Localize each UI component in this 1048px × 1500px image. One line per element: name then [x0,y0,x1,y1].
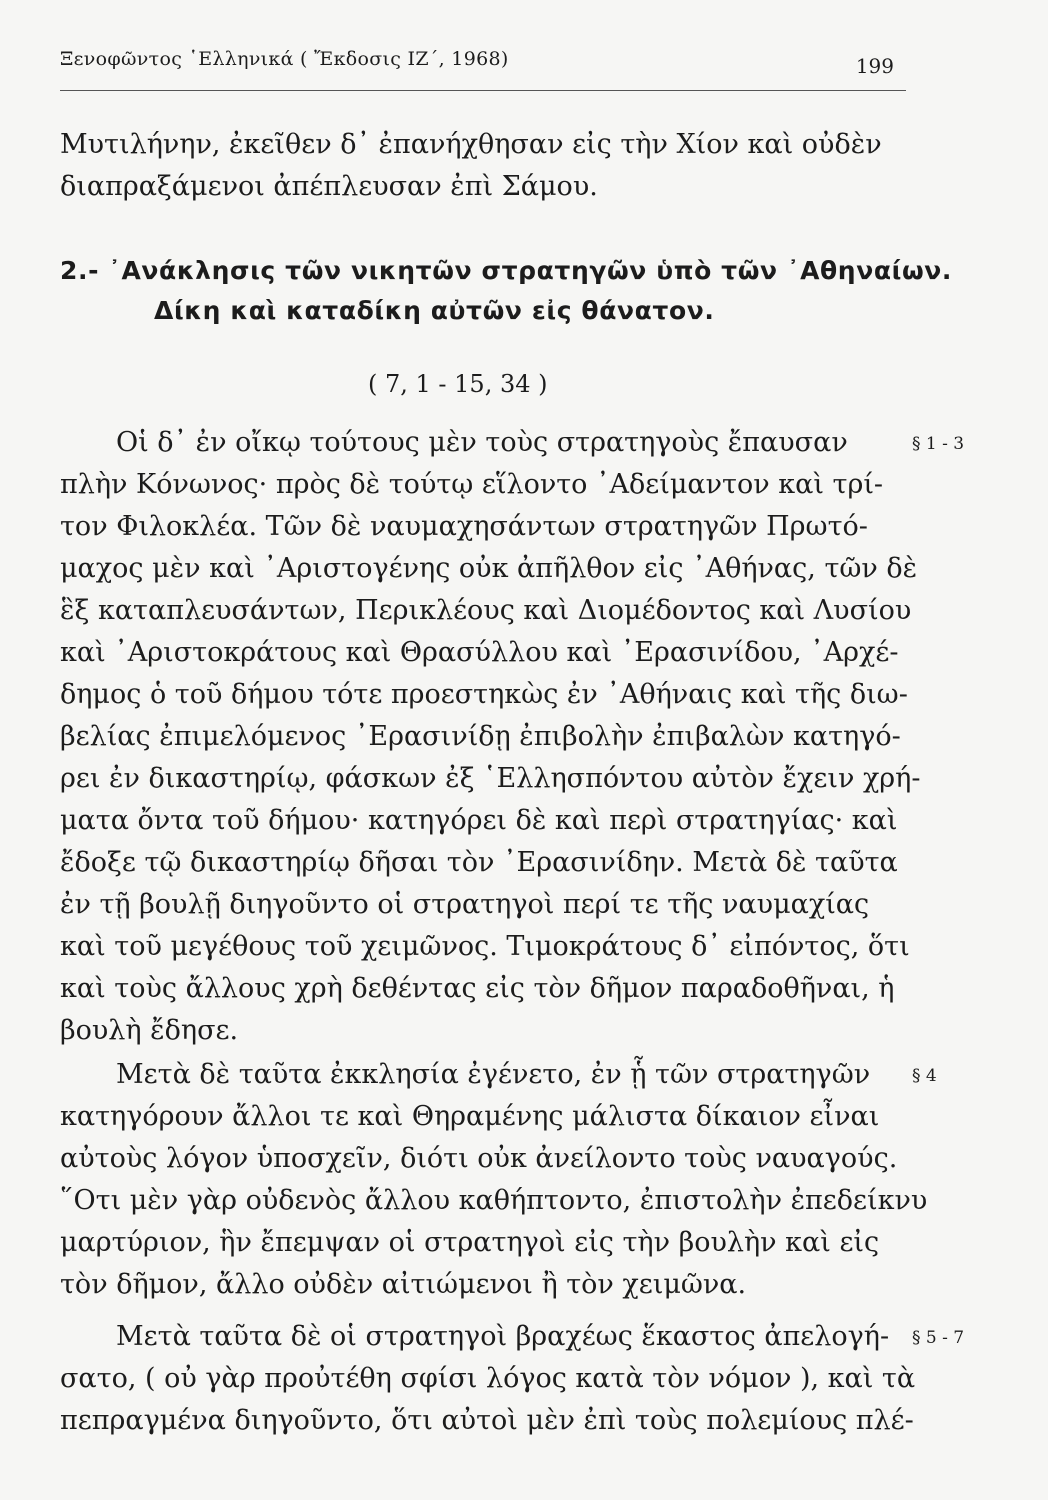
text-line: ματα ὄντα τοῦ δήμου· κατηγόρει δὲ καὶ περὶ στρατηγίας· καὶ [60,805,898,836]
text-line: ρει ἐν δικαστηρίῳ, φάσκων ἐξ ῾Ελλησπόντου αὐτὸν ἔχειν χρή- [60,763,921,794]
text-line: μαρτύριον, ἣν ἔπεμψαν οἱ στρατηγοὶ εἰς τὴν βουλὴν καὶ εἰς [60,1227,880,1258]
text-line: βουλὴ ἔδησε. [60,1015,239,1046]
text-line: μαχος μὲν καὶ ᾽Αριστογένης οὐκ ἀπῆλθον εἰς ᾽Αθήνας, τῶν δὲ [60,553,918,584]
text-line: ἐν τῇ βουλῇ διηγοῦντο οἱ στρατηγοὶ περί τε τῆς ναυμαχίας [60,889,870,920]
page-number: 199 [855,54,894,78]
text-line: πλὴν Κόνωνος· πρὸς δὲ τούτῳ εἵλοντο ᾽Αδείμαντον καὶ τρί- [60,469,884,500]
text-line: δημος ὁ τοῦ δήμου τότε προεστηκὼς ἐν ᾽Αθήναις καὶ τῆς διω- [60,679,908,710]
running-header-title: Ξενοφῶντος ῾Ελληνικά ( Ἔκδοσις ΙΖ΄, 1968) [60,48,509,70]
section-heading-line1: 2.- ᾽Ανάκλησις τῶν νικητῶν στρατηγῶν ὑπὸ τῶν ᾽Αθηναίων. [60,256,953,285]
text-line: Μετὰ δὲ ταῦτα ἐκκλησία ἐγένετο, ἐν ᾗ τῶν στρατηγῶν [116,1059,871,1090]
margin-note: § 5 - 7 [912,1328,965,1348]
text-line: Μετὰ ταῦτα δὲ οἱ στρατηγοὶ βραχέως ἕκαστος ἀπελογή- [116,1321,890,1352]
text-line: βελίας ἐπιμελόμενος ᾽Ερασινίδῃ ἐπιβολὴν ἐπιβαλὼν κατηγό- [60,721,901,752]
section-reference: ( 7, 1 - 15, 34 ) [368,370,548,398]
text-line: ἓξ καταπλευσάντων, Περικλέους καὶ Διομέδοντος καὶ Λυσίου [60,595,912,626]
section-heading-line2: Δίκη καὶ καταδίκη αὐτῶν εἰς θάνατον. [154,296,715,325]
text-line: διαπραξάμενοι ἀπέπλευσαν ἐπὶ Σάμου. [60,171,598,202]
text-line: καὶ τοῦ μεγέθους τοῦ χειμῶνος. Τιμοκράτους δ᾽ εἰπόντος, ὅτι [60,931,910,962]
text-line: καὶ τοὺς ἄλλους χρὴ δεθέντας εἰς τὸν δῆμον παραδοθῆναι, ἡ [60,973,895,1004]
text-line: Οἱ δ᾽ ἐν οἴκῳ τούτους μὲν τοὺς στρατηγοὺς ἔπαυσαν [116,427,848,458]
text-line: αὐτοὺς λόγον ὑποσχεῖν, διότι οὐκ ἀνείλοντο τοὺς ναυαγούς. [60,1143,898,1174]
text-line: τον Φιλοκλέα. Τῶν δὲ ναυμαχησάντων στρατηγῶν Πρωτό- [60,511,868,542]
running-header [60,44,906,91]
margin-note: § 4 [912,1066,937,1086]
text-line: καὶ ᾽Αριστοκράτους καὶ Θρασύλλου καὶ ᾽Ερασινίδου, ᾽Αρχέ- [60,637,899,668]
text-line: ῞Οτι μὲν γὰρ οὐδενὸς ἄλλου καθήπτοντο, ἐπιστολὴν ἐπεδείκνυ [60,1185,928,1216]
text-line: ἔδοξε τῷ δικαστηρίῳ δῆσαι τὸν ᾽Ερασινίδην. Μετὰ δὲ ταῦτα [60,847,898,878]
margin-note: § 1 - 3 [912,434,965,454]
text-line: κατηγόρουν ἄλλοι τε καὶ Θηραμένης μάλιστα δίκαιον εἶναι [60,1101,880,1132]
text-line: πεπραγμένα διηγοῦντο, ὅτι αὐτοὶ μὲν ἐπὶ τοὺς πολεμίους πλέ- [60,1405,914,1436]
text-line: σατο, ( οὐ γὰρ προὐτέθη σφίσι λόγος κατὰ τὸν νόμον ), καὶ τὰ [60,1363,916,1394]
text-line: τὸν δῆμον, ἄλλο οὐδὲν αἰτιώμενοι ἢ τὸν χειμῶνα. [60,1269,747,1300]
text-line: Μυτιλήνην, ἐκεῖθεν δ᾽ ἐπανήχθησαν εἰς τὴν Χίον καὶ οὐδὲν [60,129,882,160]
